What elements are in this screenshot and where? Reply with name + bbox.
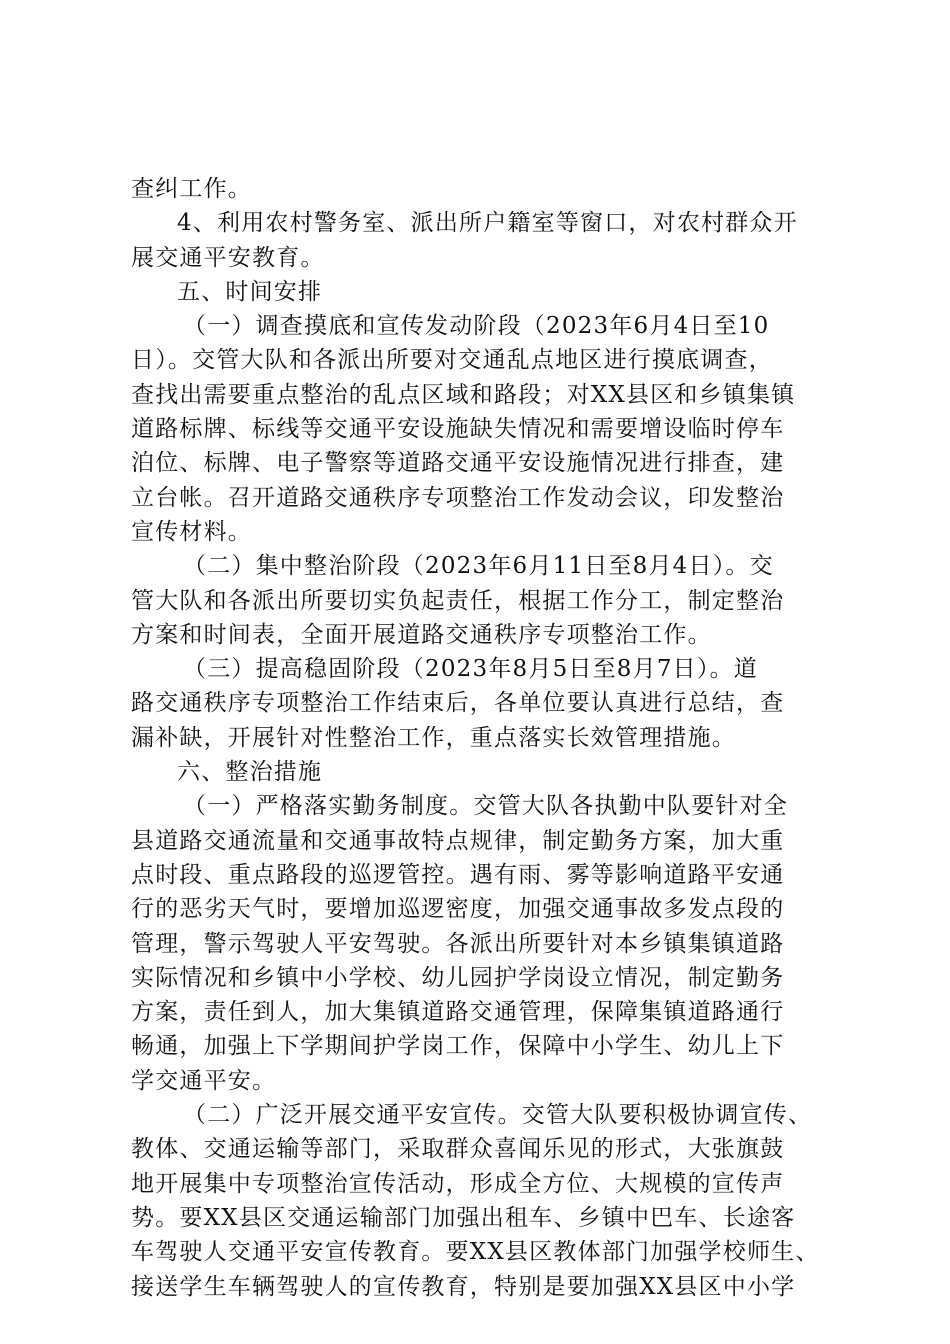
- text-line: 接送学生车辆驾驶人的宣传教育，特别是要加强XX县区中小学: [131, 1273, 796, 1300]
- text-line: （三）提高稳固阶段（2023年8月5日至8月7日）。道: [183, 656, 758, 683]
- text-line: 点时段、重点路段的巡逻管控。遇有雨、雾等影响道路平安通: [131, 861, 785, 888]
- text-line: 路交通秩序专项整治工作结束后，各单位要认真进行总结，查: [131, 690, 785, 717]
- text-line: 行的恶劣天气时，要增加巡逻密度，加强交通事故多发点段的: [131, 896, 785, 923]
- text-line: （一）严格落实勤务制度。交管大队各执勤中队要针对全: [183, 793, 788, 820]
- text-line: （一）调查摸底和宣传发动阶段（2023年6月4日至10: [183, 313, 770, 340]
- text-line: 学交通平安。: [131, 1067, 277, 1094]
- section-heading: 五、时间安排: [177, 278, 323, 305]
- text-line: 展交通平安教育。: [131, 244, 325, 271]
- text-line: 道路标牌、标线等交通平安设施缺失情况和需要增设临时停车: [131, 416, 785, 443]
- text-line: 教体、交通运输等部门，采取群众喜闻乐见的形式，大张旗鼓: [131, 1136, 785, 1163]
- text-line: 地开展集中专项整治宣传活动，形成全方位、大规模的宣传声: [131, 1170, 785, 1197]
- text-line: （二）广泛开展交通平安宣传。交管大队要积极协调宣传、: [183, 1102, 813, 1129]
- text-line: 泊位、标牌、电子警察等道路交通平安设施情况进行排查，建: [131, 450, 785, 477]
- text-line: 县道路交通流量和交通事故特点规律，制定勤务方案，加大重: [131, 827, 785, 854]
- text-line: 实际情况和乡镇中小学校、幼儿园护学岗设立情况，制定勤务: [131, 964, 785, 991]
- text-line: 车驾驶人交通平安宣传教育。要XX县区教体部门加强学校师生、: [131, 1239, 820, 1266]
- text-line: 宣传材料。: [131, 518, 252, 545]
- text-line: 日）。交管大队和各派出所要对交通乱点地区进行摸底调查，: [131, 347, 773, 374]
- section-heading: 六、整治措施: [177, 759, 323, 786]
- text-line: 管大队和各派出所要切实负起责任，根据工作分工，制定整治: [131, 587, 785, 614]
- text-line: 立台帐。召开道路交通秩序专项整治工作发动会议，印发整治: [131, 484, 785, 511]
- text-line: 漏补缺，开展针对性整治工作，重点落实长效管理措施。: [131, 724, 736, 751]
- text-line: 势。要XX县区交通运输部门加强出租车、乡镇中巴车、长途客: [131, 1204, 796, 1231]
- text-line: （二）集中整治阶段（2023年6月11日至8月4日）。交: [183, 553, 774, 580]
- text-line: 管理，警示驾驶人平安驾驶。各派出所要针对本乡镇集镇道路: [131, 930, 785, 957]
- text-line: 4、利用农村警务室、派出所户籍室等窗口，对农村群众开: [177, 210, 798, 237]
- document-body: [131, 172, 831, 1304]
- text-line: 畅通，加强上下学期间护学岗工作，保障中小学生、幼儿上下: [131, 1033, 785, 1060]
- text-line: 查纠工作。: [131, 176, 252, 202]
- text-line: 方案和时间表，全面开展道路交通秩序专项整治工作。: [131, 621, 712, 648]
- text-line: 方案，责任到人，加大集镇道路交通管理，保障集镇道路通行: [131, 999, 785, 1026]
- text-line: 查找出需要重点整治的乱点区域和路段；对XX县区和乡镇集镇: [131, 381, 796, 408]
